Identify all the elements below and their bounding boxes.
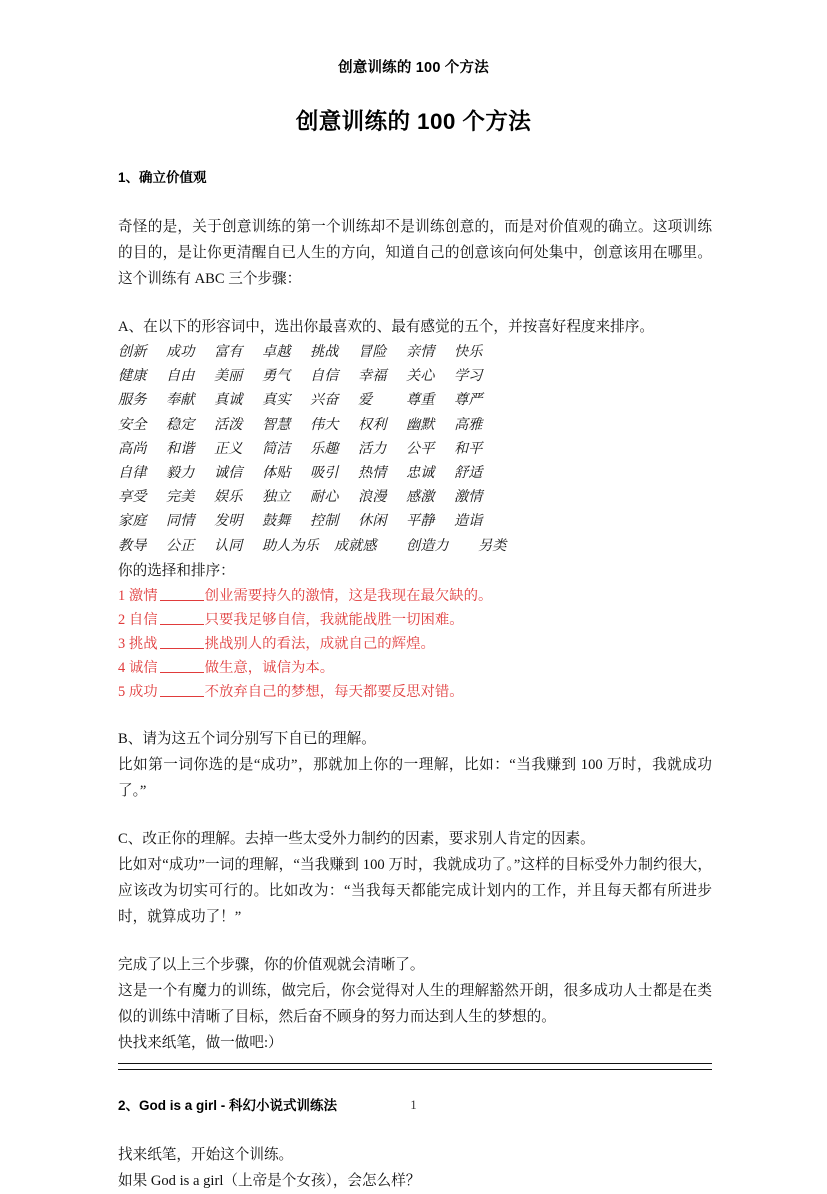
- word-cell: 活泼: [214, 416, 243, 433]
- word-grid-row: [118, 534, 712, 558]
- word-cell: 体贴: [262, 464, 291, 481]
- word-cell: 和平: [454, 440, 483, 457]
- word-grid-row: [118, 413, 712, 437]
- word-cell: 认同: [214, 537, 243, 554]
- word-cell: 关心: [406, 368, 435, 385]
- section-1-closing-3: 快找来纸笔，做一做吧:）: [118, 1034, 283, 1051]
- answer-number: 5: [118, 683, 126, 700]
- word-cell: 成就感: [334, 537, 377, 554]
- step-c-example: 比如对“成功”一词的理解，“当我赚到 100 万时，我就成功了。”这样的目标受外力制约很大，应该改为切实可行的。比如改为：“当我每天都能完成计划内的工作，并且每天都有所进步时，就算成功了！”: [118, 856, 712, 925]
- answer-number: 3: [118, 635, 126, 652]
- word-grid-row: [118, 485, 712, 509]
- section-2-line-2: 如果 God is a girl（上帝是个女孩），会怎么样？: [118, 1172, 421, 1189]
- user-answers-list: [118, 584, 712, 704]
- answer-word: 成功: [128, 683, 158, 700]
- answer-line: [118, 656, 712, 680]
- word-cell: 同情: [166, 513, 195, 530]
- word-cell: 自信: [310, 368, 339, 385]
- answer-number: 2: [118, 611, 126, 628]
- word-grid-row: [118, 364, 712, 388]
- answer-blank-underline: [160, 658, 204, 673]
- word-cell: 教导: [118, 537, 147, 554]
- answer-blank-underline: [160, 586, 204, 601]
- word-cell: 和谐: [166, 440, 195, 457]
- answer-number: 4: [118, 659, 126, 676]
- word-cell: 另类: [478, 537, 507, 554]
- word-grid-row: [118, 388, 712, 412]
- word-cell: 幽默: [406, 416, 435, 433]
- word-cell: 尊重: [406, 392, 435, 409]
- word-cell: 创造力: [406, 537, 449, 554]
- step-c-prompt: C、改正你的理解。去掉一些太受外力制约的因素，要求别人肯定的因素。: [118, 830, 595, 847]
- answer-word: 诚信: [128, 659, 158, 676]
- word-cell: 幸福: [358, 368, 387, 385]
- page-title: 创意训练的 100 个方法: [295, 109, 532, 134]
- answer-line: [118, 584, 712, 608]
- word-cell: 创新: [118, 344, 147, 360]
- word-cell: 公正: [166, 537, 195, 554]
- step-b-example: 比如第一词你选的是“成功”，那就加上你的一理解，比如：“当我赚到 100 万时，我就成功了。”: [118, 756, 712, 799]
- word-cell: 活力: [358, 440, 387, 457]
- word-cell: 发明: [214, 513, 243, 530]
- word-cell: 学习: [454, 368, 483, 385]
- word-cell: 诚信: [214, 464, 243, 481]
- adjective-word-grid: [118, 340, 712, 558]
- word-cell: 激情: [454, 489, 483, 506]
- word-cell: 耐心: [310, 489, 339, 506]
- word-cell: 娱乐: [214, 489, 243, 506]
- word-cell: 控制: [310, 513, 339, 530]
- answer-text: 挑战别人的看法，成就自己的辉煌。: [204, 635, 435, 652]
- word-cell: 奉献: [166, 392, 195, 409]
- word-cell: 热情: [358, 464, 387, 481]
- word-cell: 富有: [214, 344, 243, 360]
- word-cell: 智慧: [262, 416, 291, 433]
- word-cell: 安全: [118, 416, 147, 433]
- word-cell: 正义: [214, 440, 243, 457]
- section-divider: [118, 1063, 712, 1070]
- section-2-line-1: 找来纸笔，开始这个训练。: [118, 1146, 294, 1163]
- word-cell: 尊严: [454, 392, 483, 409]
- word-cell: 稳定: [166, 416, 195, 433]
- answer-line: [118, 680, 712, 704]
- word-cell: 卓越: [262, 344, 291, 360]
- word-cell: 忠诚: [406, 464, 435, 481]
- word-cell: 兴奋: [310, 392, 339, 409]
- answer-text: 做生意，诚信为本。: [204, 659, 335, 676]
- word-cell: 服务: [118, 392, 147, 409]
- word-cell: 爱: [358, 392, 373, 409]
- word-cell: 乐趣: [310, 440, 339, 457]
- step-a-prompt: A、在以下的形容词中，选出你最喜欢的、最有感觉的五个，并按喜好程度来排序。: [118, 319, 654, 335]
- word-cell: 吸引: [310, 464, 339, 481]
- word-cell: 勇气: [262, 368, 291, 385]
- word-cell: 挑战: [310, 344, 339, 360]
- choice-label: 你的选择和排序：: [118, 562, 235, 579]
- answer-text: 只要我足够自信，我就能战胜一切困难。: [204, 611, 464, 628]
- word-cell: 公平: [406, 440, 435, 457]
- word-cell: 权利: [358, 416, 387, 433]
- word-cell: 真诚: [214, 392, 243, 409]
- word-cell: 浪漫: [358, 489, 387, 506]
- section-1-closing-1: 完成了以上三个步骤，你的价值观就会清晰了。: [118, 956, 425, 973]
- section-heading-1: 1、确立价值观: [118, 170, 207, 185]
- answer-word: 挑战: [128, 635, 158, 652]
- word-cell: 自律: [118, 464, 147, 481]
- word-cell: 助人为乐: [262, 537, 319, 554]
- answer-blank-underline: [160, 682, 204, 697]
- answer-word: 自信: [128, 611, 158, 628]
- word-grid-row: [118, 509, 712, 533]
- word-cell: 休闲: [358, 513, 387, 530]
- section-1-closing-2: 这是一个有魔力的训练，做完后，你会觉得对人生的理解豁然开朗，很多成功人士都是在类似的训练中清晰了目标，然后奋不顾身的努力而达到人生的梦想的。: [118, 982, 712, 1025]
- document-body: [118, 168, 712, 1194]
- word-cell: 舒适: [454, 464, 483, 481]
- word-cell: 造诣: [454, 513, 483, 530]
- word-cell: 享受: [118, 489, 147, 506]
- word-cell: 简洁: [262, 440, 291, 457]
- answer-blank-underline: [160, 634, 204, 649]
- word-cell: 伟大: [310, 416, 339, 433]
- word-cell: 健康: [118, 368, 147, 385]
- word-cell: 美丽: [214, 368, 243, 385]
- answer-blank-underline: [160, 610, 204, 625]
- word-cell: 完美: [166, 489, 195, 506]
- word-cell: 真实: [262, 392, 291, 409]
- word-cell: 鼓舞: [262, 513, 291, 530]
- answer-text: 不放弃自己的梦想，每天都要反思对错。: [204, 683, 464, 700]
- word-cell: 亲情: [406, 344, 435, 360]
- word-cell: 冒险: [358, 344, 387, 360]
- word-cell: 感激: [406, 489, 435, 506]
- word-cell: 高尚: [118, 440, 147, 457]
- answer-line: [118, 632, 712, 656]
- word-grid-row: [118, 340, 712, 364]
- answer-number: 1: [118, 587, 126, 604]
- word-grid-row: [118, 461, 712, 485]
- word-cell: 自由: [166, 368, 195, 385]
- word-cell: 成功: [166, 344, 195, 360]
- word-grid-row: [118, 437, 712, 461]
- answer-line: [118, 608, 712, 632]
- step-b-prompt: B、请为这五个词分别写下自已的理解。: [118, 730, 376, 747]
- word-cell: 家庭: [118, 513, 147, 530]
- section-heading-2: 2、God is a girl - 科幻小说式训练法: [118, 1097, 338, 1113]
- answer-word: 激情: [128, 587, 158, 604]
- word-cell: 独立: [262, 489, 291, 506]
- word-cell: 毅力: [166, 464, 195, 481]
- word-cell: 快乐: [454, 344, 483, 360]
- footer-page-number: 1: [410, 1098, 417, 1112]
- word-cell: 高雅: [454, 416, 483, 433]
- running-header: 创意训练的 100 个方法: [338, 60, 489, 76]
- answer-text: 创业需要持久的激情，这是我现在最欠缺的。: [204, 587, 493, 604]
- section-1-intro: 奇怪的是，关于创意训练的第一个训练却不是训练创意的，而是对价值观的确立。这项训练的目的，是让你更清醒自已人生的方向，知道自己的创意该向何处集中，创意该用在哪里。这个训练有 ABC 三个步骤：: [118, 219, 712, 287]
- word-cell: 平静: [406, 513, 435, 530]
